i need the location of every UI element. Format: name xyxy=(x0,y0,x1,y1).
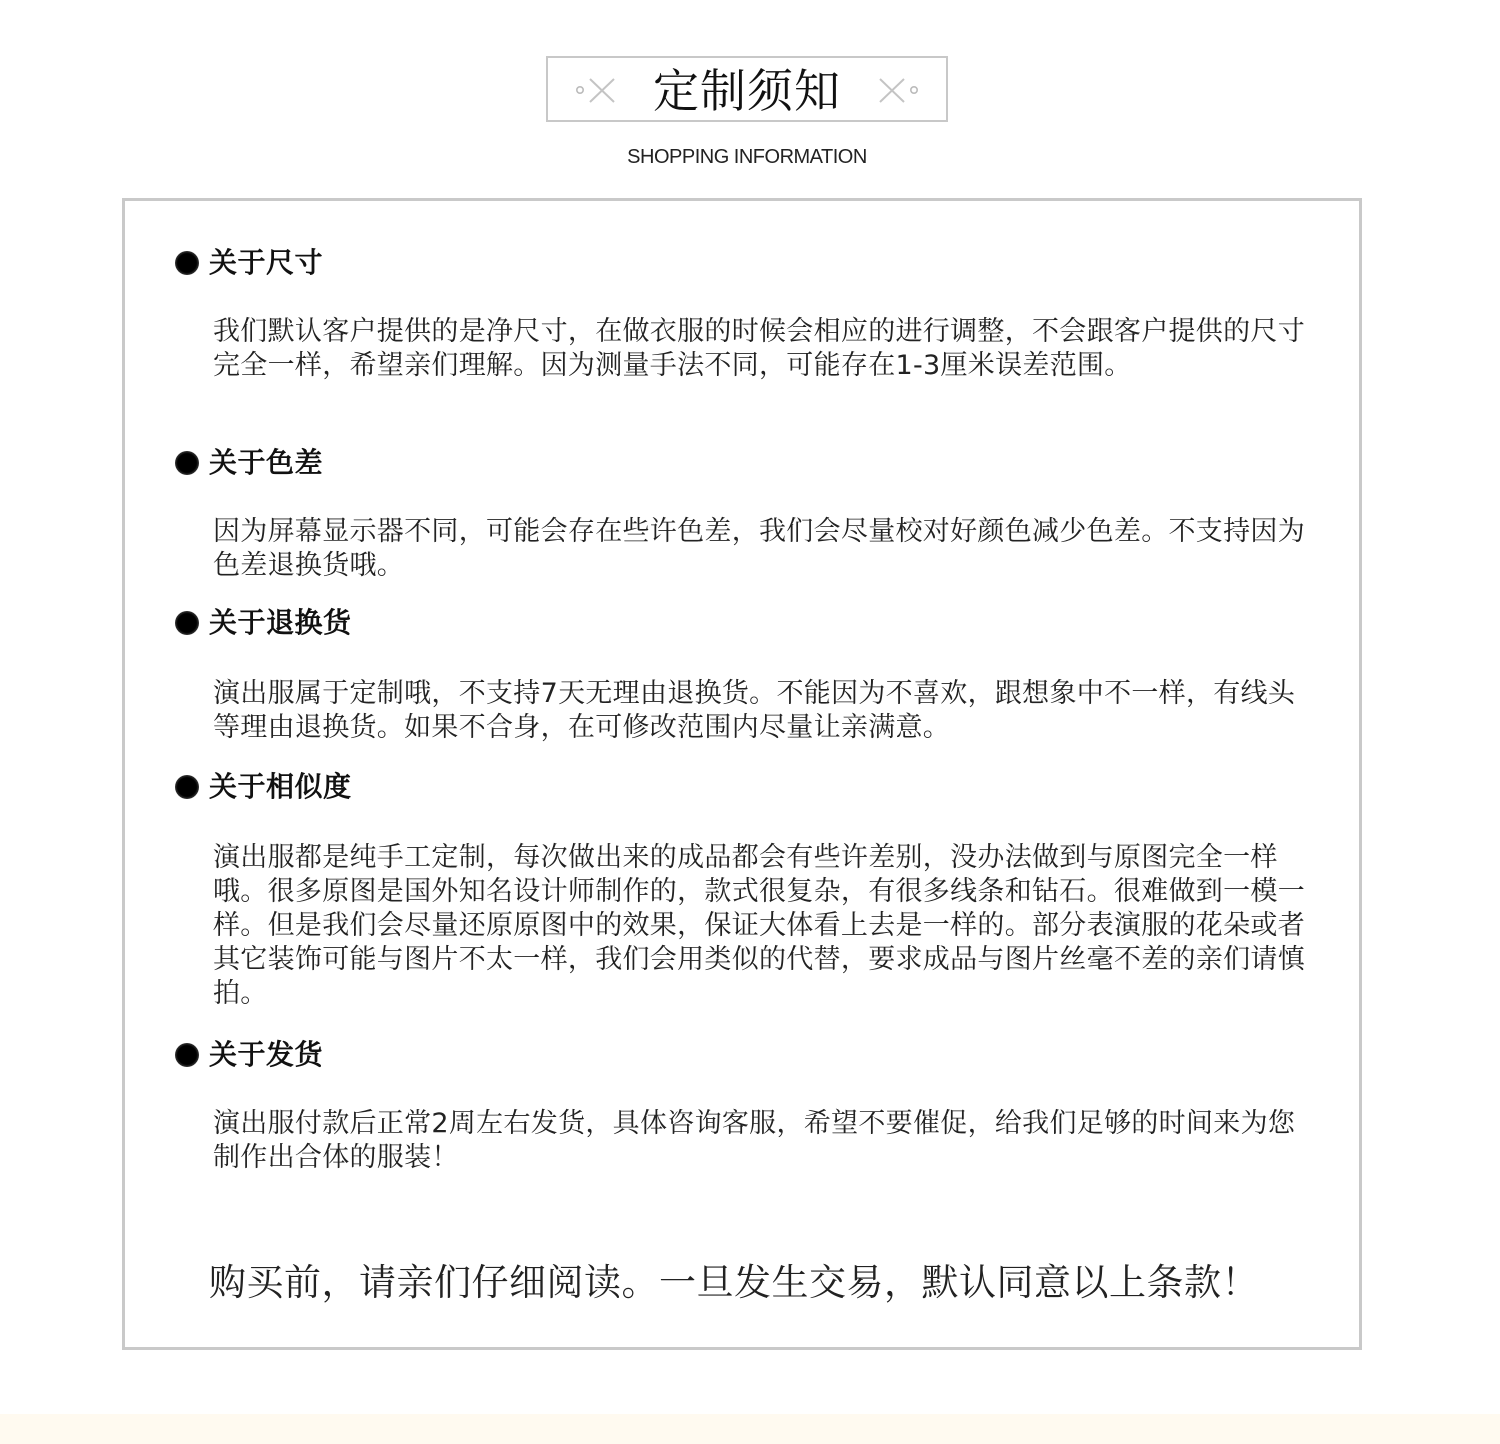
section-body: 我们默认客户提供的是净尺寸，在做衣服的时候会相应的进行调整，不会跟客户提供的尺寸完全一样，希望亲们理解。因为测量手法不同，可能存在1-3厘米误差范围。 xyxy=(213,316,1305,381)
header-title-box xyxy=(546,56,948,122)
bullet-icon xyxy=(175,611,199,635)
bullet-icon xyxy=(175,1043,199,1067)
page-title: 定制须知 xyxy=(653,64,841,118)
bullet-icon xyxy=(175,451,199,475)
section-body: 演出服付款后正常2周左右发货，具体咨询客服，希望不要催促，给我们足够的时间来为您制作出合体的服装！ xyxy=(213,1108,1296,1173)
section-heading xyxy=(175,767,352,807)
section-title: 关于退换货 xyxy=(209,606,352,639)
section-body: 因为屏幕显示器不同，可能会存在些许色差，我们会尽量校对好颜色减少色差。不支持因为色差退换货哦。 xyxy=(213,516,1305,581)
bullet-icon xyxy=(175,775,199,799)
section-heading xyxy=(175,443,323,483)
x-ornament-icon xyxy=(872,75,920,105)
notice-content-box xyxy=(122,198,1362,1350)
section-title: 关于发货 xyxy=(209,1038,324,1071)
section-body: 演出服属于定制哦，不支持7天无理由退换货。不能因为不喜欢，跟想象中不一样，有线头等理由退换货。如果不合身，在可修改范围内尽量让亲满意。 xyxy=(213,678,1296,743)
section-body: 演出服都是纯手工定制，每次做出来的成品都会有些许差别，没办法做到与原图完全一样哦。很多原图是国外知名设计师制作的，款式很复杂，有很多线条和钻石。很难做到一模一样。但是我们会尽量还原原图中的效果，保证大体看上去是一样的。部分表演服的花朵或者其它装饰可能与图片不太一样，我们会用类似的代替，要求成品与图片丝毫不差的亲们请慎拍。 xyxy=(213,842,1305,1009)
page-subtitle: SHOPPING INFORMATION xyxy=(627,146,867,168)
bottom-band xyxy=(0,1414,1500,1444)
section-heading xyxy=(175,1035,323,1075)
bullet-icon xyxy=(175,251,199,275)
section-title: 关于相似度 xyxy=(209,770,352,803)
section-heading xyxy=(175,243,323,283)
section-title: 关于色差 xyxy=(209,446,324,479)
section-heading xyxy=(175,603,352,643)
section-title: 关于尺寸 xyxy=(209,246,324,279)
purchase-notice: 购买前，请亲们仔细阅读。一旦发生交易，默认同意以上条款！ xyxy=(209,1261,1259,1304)
